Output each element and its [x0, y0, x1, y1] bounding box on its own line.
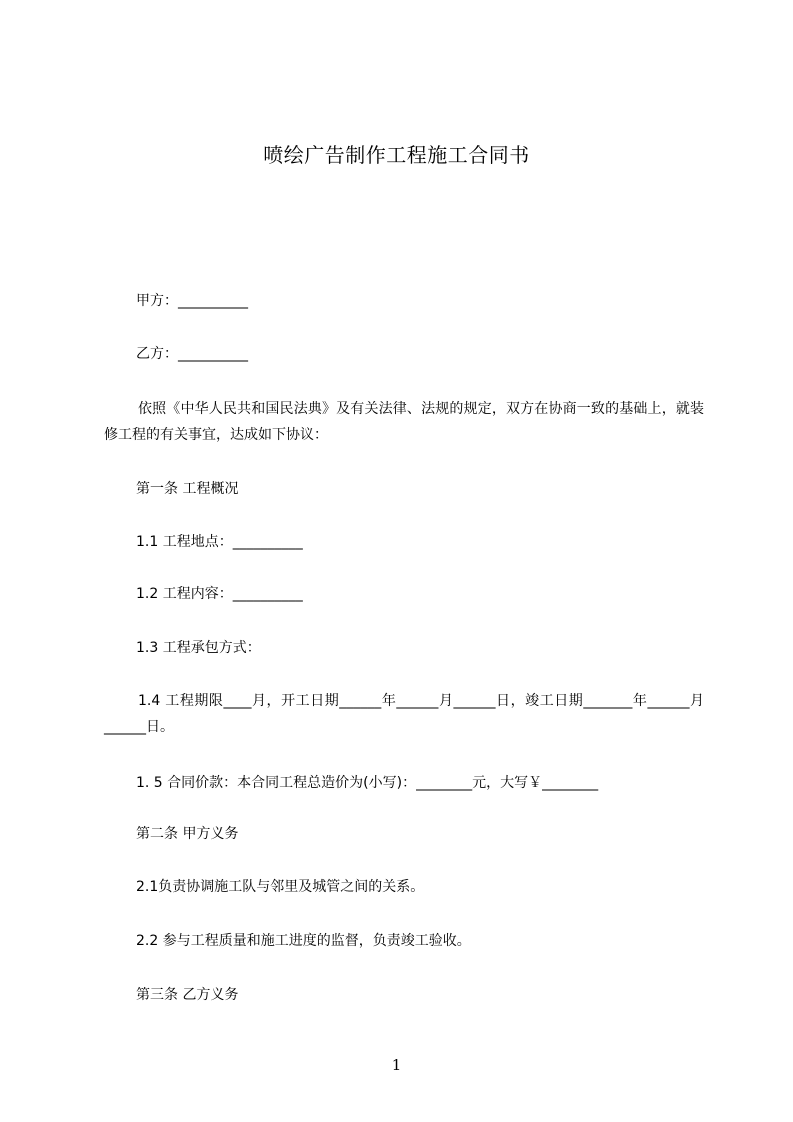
- page-number: 1: [391, 1056, 402, 1074]
- item-1-2: 1.2 工程内容：__________: [136, 586, 303, 602]
- intro-text: 依照《中华人民共和国民法典》及有关法律、法规的规定，双方在协商一致的基础上，就装修工程的有关事宜，达成如下协议：: [104, 401, 704, 443]
- intro-paragraph: [104, 396, 704, 448]
- party-a-line: 甲方：__________: [136, 293, 248, 309]
- item-1-5: 1. 5 合同价款：本合同工程总造价为(小写)：________元，大写￥________: [136, 775, 599, 791]
- item-1-4: 1.4 工程期限____月，开工日期______年______月______日，竣工日期_______年______月______日。: [104, 693, 704, 735]
- party-b-line: 乙方：__________: [136, 346, 248, 362]
- item-2-1: 2.1负责协调施工队与邻里及城管之间的关系。: [136, 879, 425, 895]
- article-3-heading: 第三条 乙方义务: [136, 987, 239, 1003]
- article-1-heading: 第一条 工程概况: [136, 481, 239, 497]
- article-2-heading: 第二条 甲方义务: [136, 826, 239, 842]
- item-1-4-paragraph: [104, 688, 704, 740]
- item-2-2: 2.2 参与工程质量和施工进度的监督，负责竣工验收。: [136, 933, 471, 949]
- item-1-3: 1.3 工程承包方式：: [136, 640, 261, 656]
- item-1-1: 1.1 工程地点：__________: [136, 534, 303, 550]
- document-title: 喷绘广告制作工程施工合同书: [263, 143, 530, 167]
